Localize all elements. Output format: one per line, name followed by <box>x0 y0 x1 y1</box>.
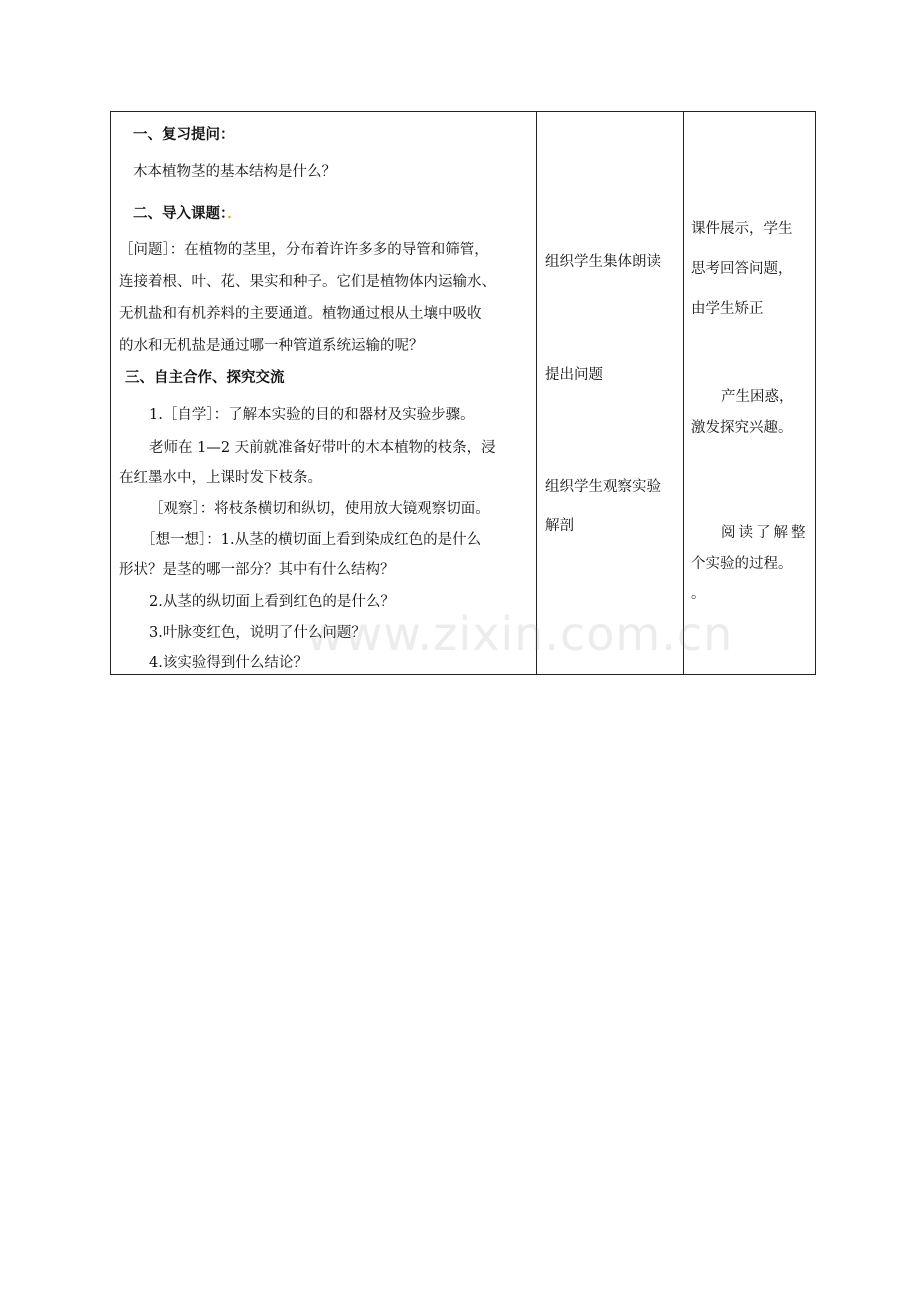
self-study-line: 1.［自学］：了解本实验的目的和器材及实验步骤。 <box>149 407 475 423</box>
student-activity-3-line-1: 阅读了解整 <box>721 525 809 541</box>
lesson-plan-table <box>110 111 816 675</box>
question-2: 2.从茎的纵切面上看到红色的是什么？ <box>149 594 395 610</box>
student-activity-2-line-2: 激发探究兴趣。 <box>691 420 793 436</box>
think-line-1: ［想一想］：1.从茎的横切面上看到染成红色的是什么 <box>141 532 482 548</box>
explore-heading: 三、自主合作、探究交流 <box>125 369 285 386</box>
review-heading: 一、复习提问： <box>133 126 235 143</box>
student-activity-column <box>684 112 815 674</box>
marker-dot: ． <box>227 205 242 222</box>
student-activity-1-line-2: 思考回答问题， <box>691 261 793 277</box>
think-line-2: 形状？是茎的哪一部分？其中有什么结构？ <box>119 562 395 578</box>
question-3: 3.叶脉变红色，说明了什么问题？ <box>149 625 366 641</box>
teacher-activity-column <box>537 112 684 674</box>
question-4: 4.该实验得到什么结论？ <box>149 655 308 671</box>
student-activity-2-line-1: 产生困惑， <box>721 389 794 405</box>
student-activity-1-line-1: 课件展示，学生 <box>691 221 793 237</box>
student-activity-3-line-2: 个实验的过程。 <box>691 556 793 572</box>
teacher-activity-3-line-2: 解剖 <box>545 518 574 534</box>
site-watermark: www.zixin.com.cn <box>306 607 734 661</box>
prep-line-1: 老师在 1—2 天前就准备好带叶的木本植物的枝条，浸 <box>149 440 496 456</box>
intro-heading <box>133 204 242 224</box>
problem-line-4: 的水和无机盐是通过哪一种管道系统运输的呢？ <box>119 338 424 354</box>
problem-line-1: ［问题］：在植物的茎里，分布着许许多多的导管和筛管， <box>119 242 489 258</box>
prep-line-2: 在红墨水中，上课时发下枝条。 <box>119 470 322 486</box>
review-question: 木本植物茎的基本结构是什么？ <box>133 164 336 180</box>
problem-line-3: 无机盐和有机养料的主要通道。植物通过根从土壤中吸收 <box>119 306 482 322</box>
teaching-content-column <box>111 112 537 674</box>
teacher-activity-1: 组织学生集体朗读 <box>545 254 661 270</box>
problem-line-2: 连接着根、叶、花、果实和种子。它们是植物体内运输水、 <box>119 274 496 290</box>
intro-heading-text: 二、导入课题： <box>133 205 228 222</box>
teacher-activity-2: 提出问题 <box>545 367 603 383</box>
student-activity-1-line-3: 由学生矫正 <box>691 301 764 317</box>
teacher-activity-3-line-1: 组织学生观察实验 <box>545 479 661 495</box>
observe-line: ［观察］：将枝条横切和纵切，使用放大镜观察切面。 <box>149 501 490 517</box>
student-activity-3-line-3: 。 <box>691 586 706 602</box>
